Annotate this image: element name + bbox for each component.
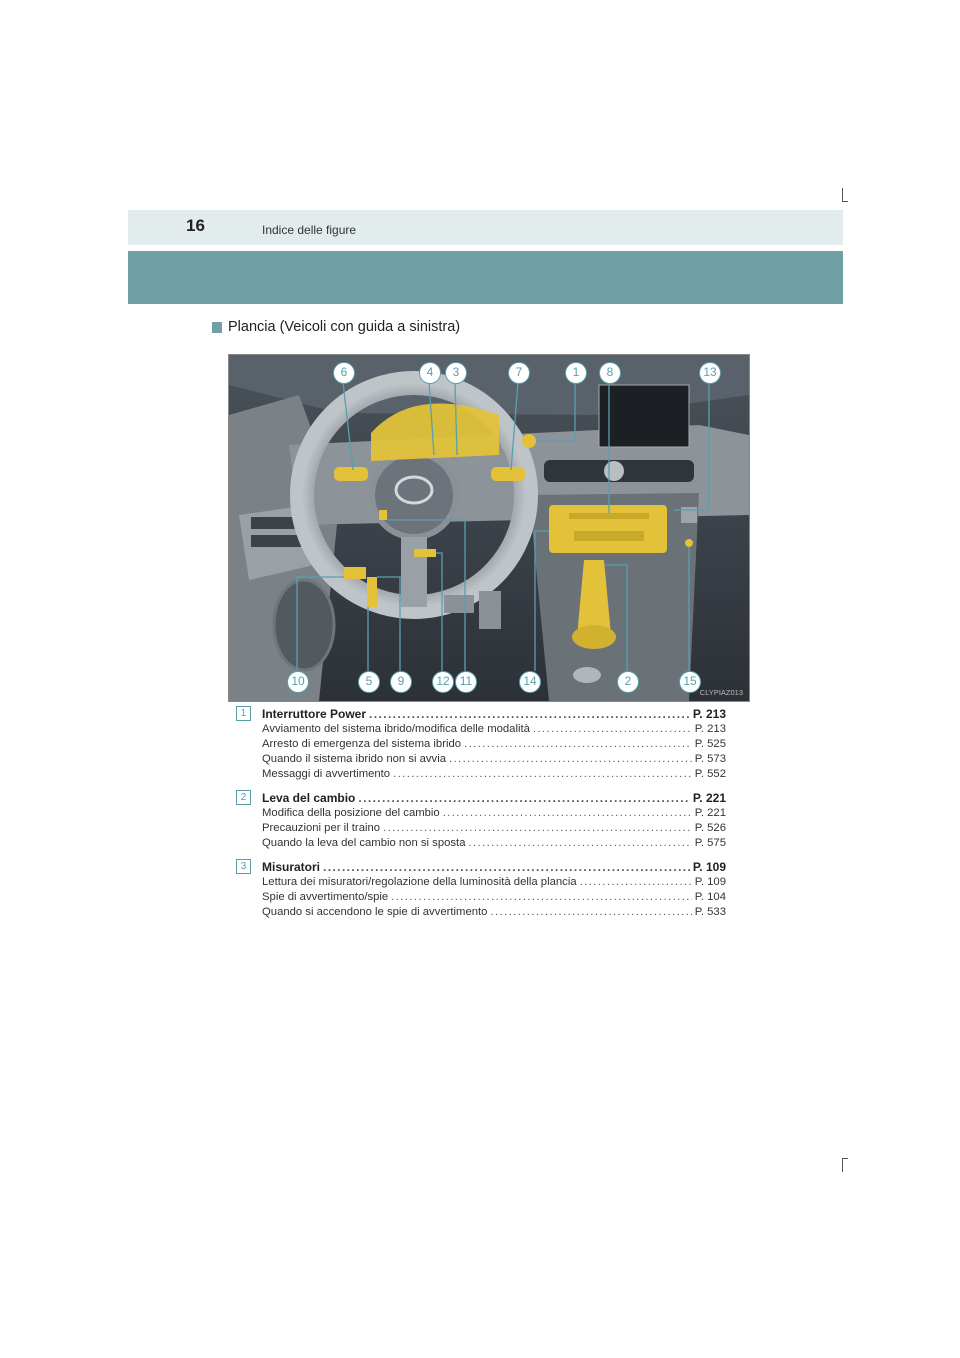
leader-dots xyxy=(369,706,690,722)
item-page-ref: P. 221 xyxy=(694,807,726,819)
section-title: Plancia (Veicoli con guida a sinistra) xyxy=(228,319,461,335)
item-text: Precauzioni per il traino xyxy=(262,822,381,834)
entry-item xyxy=(262,752,726,767)
leader-dots xyxy=(449,752,692,767)
item-text: Messaggi di avvertimento xyxy=(262,768,391,780)
entry-number: 2 xyxy=(236,790,251,805)
entry-item xyxy=(262,836,726,851)
entry-heading-line xyxy=(262,706,726,722)
callout-7: 7 xyxy=(508,362,530,384)
crop-mark-top xyxy=(842,188,843,202)
item-text: Quando la leva del cambio non si sposta xyxy=(262,837,466,849)
item-page-ref: P. 525 xyxy=(694,738,726,750)
item-text: Modifica della posizione del cambio xyxy=(262,807,440,819)
callout-15: 15 xyxy=(679,671,701,693)
callout-12: 12 xyxy=(432,671,454,693)
item-page-ref: P. 573 xyxy=(694,753,726,765)
entry-number: 3 xyxy=(236,859,251,874)
entry-item xyxy=(262,821,726,836)
dashboard-illustration xyxy=(229,355,749,701)
entry-title: Misuratori xyxy=(262,860,321,874)
entry-page-ref: P. 221 xyxy=(692,791,726,805)
entry-2 xyxy=(236,790,726,851)
leader-dots xyxy=(323,859,690,875)
item-text: Avviamento del sistema ibrido/modifica delle modalità xyxy=(262,723,530,735)
chapter-band xyxy=(128,251,843,304)
entry-item xyxy=(262,890,726,905)
entry-item xyxy=(262,737,726,752)
leader-dots xyxy=(580,875,692,890)
item-page-ref: P. 552 xyxy=(694,768,726,780)
entry-1 xyxy=(236,706,726,782)
callout-13: 13 xyxy=(699,362,721,384)
section-square-icon xyxy=(212,322,222,333)
leader-dots xyxy=(464,737,692,752)
entry-3 xyxy=(236,859,726,920)
entry-title: Interruttore Power xyxy=(262,707,367,721)
leader-dots xyxy=(391,890,692,905)
entry-item xyxy=(262,905,726,920)
leader-dots xyxy=(393,767,692,782)
entry-item xyxy=(262,806,726,821)
callout-3: 3 xyxy=(445,362,467,384)
entry-item xyxy=(262,722,726,737)
leader-dots xyxy=(533,722,692,737)
callout-2: 2 xyxy=(617,671,639,693)
page-header-title: Indice delle figure xyxy=(262,223,357,237)
entry-heading-line xyxy=(262,859,726,875)
entry-list xyxy=(236,706,726,928)
entry-heading-line xyxy=(262,790,726,806)
leader-dots xyxy=(468,836,691,851)
entry-number: 1 xyxy=(236,706,251,721)
leader-dots xyxy=(383,821,692,836)
item-text: Lettura dei misuratori/regolazione della luminosità della plancia xyxy=(262,876,577,888)
item-page-ref: P. 526 xyxy=(694,822,726,834)
callout-10: 10 xyxy=(287,671,309,693)
item-text: Arresto di emergenza del sistema ibrido xyxy=(262,738,462,750)
crop-mark-bottom xyxy=(842,1158,843,1172)
leader-dots xyxy=(443,806,692,821)
callout-5: 5 xyxy=(358,671,380,693)
leader-dots xyxy=(490,905,691,920)
callout-8: 8 xyxy=(599,362,621,384)
entry-item xyxy=(262,767,726,782)
callout-9: 9 xyxy=(390,671,412,693)
leader-dots xyxy=(358,790,689,806)
entry-title: Leva del cambio xyxy=(262,791,356,805)
callout-14: 14 xyxy=(519,671,541,693)
callout-6: 6 xyxy=(333,362,355,384)
item-page-ref: P. 109 xyxy=(694,876,726,888)
entry-page-ref: P. 213 xyxy=(692,707,726,721)
item-page-ref: P. 104 xyxy=(694,891,726,903)
callout-11: 11 xyxy=(455,671,477,693)
section-heading xyxy=(212,319,460,335)
entry-item xyxy=(262,875,726,890)
page-header-band xyxy=(128,210,843,245)
item-text: Quando il sistema ibrido non si avvia xyxy=(262,753,446,765)
item-page-ref: P. 213 xyxy=(694,723,726,735)
item-text: Spie di avvertimento/spie xyxy=(262,891,389,903)
crop-mark-bottom-foot xyxy=(842,1158,848,1159)
callout-4: 4 xyxy=(419,362,441,384)
callout-1: 1 xyxy=(565,362,587,384)
entry-page-ref: P. 109 xyxy=(692,860,726,874)
item-text: Quando si accendono le spie di avvertimento xyxy=(262,906,488,918)
figure-code: CLYPIAZ013 xyxy=(699,688,743,697)
dashboard-figure xyxy=(228,354,750,702)
crop-mark-top-foot xyxy=(842,201,848,202)
item-page-ref: P. 575 xyxy=(694,837,726,849)
item-page-ref: P. 533 xyxy=(694,906,726,918)
page-number: 16 xyxy=(186,216,205,235)
